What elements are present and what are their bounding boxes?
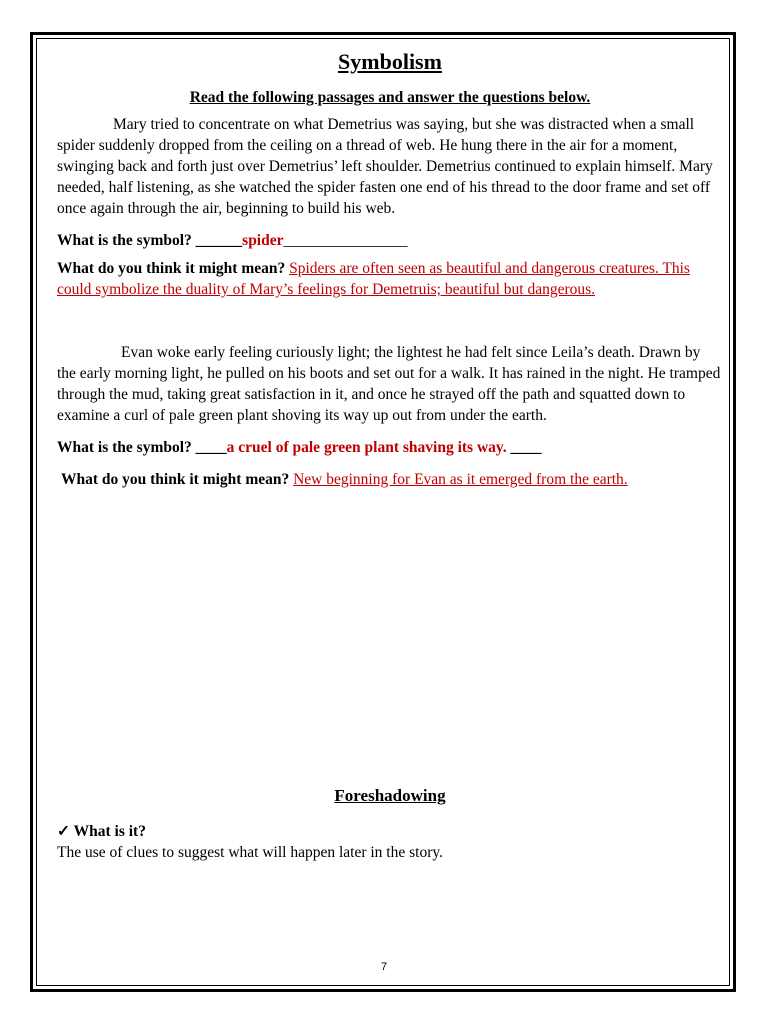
symbol-answer-2: a cruel of pale green plant shaving its way. [226,439,507,456]
instructions: Read the following passages and answer the questions below. [189,89,591,106]
answer-blank: ____ [506,439,542,456]
answer-blank: ____ [191,439,227,456]
symbol-answer-1: spider [242,232,284,249]
passage-2 [57,342,723,426]
question-meaning-2 [57,469,723,490]
meaning-question-label: What do you think it might mean? [57,260,286,277]
answer-blank: ________________ [283,232,408,249]
foreshadowing-question [57,821,723,842]
symbol-question-label: What is the symbol? [57,439,192,456]
meaning-answer-1: Spiders are often seen as beautiful and dangerous creatures. This could symbolize the duality of Mary’s feelings for Demetruis; beautiful but dangerous. [57,260,690,298]
worksheet-content [57,48,723,863]
passage-1-text: Mary tried to concentrate on what Demetrius was saying, but she was distracted when a small spider suddenly dropped from the ceiling on a thread of web. He hung there in the air for a moment, swinging back and forth just over Demetrius’ left shoulder. Demetrius continued to explain himself. Mary needed, half listening, as she watched the spider fasten one end of his thread to the door frame and set off once again through the air, beginning to build his web. [57,116,713,217]
foreshadowing-question-label: What is it? [73,823,146,840]
passage-1 [57,114,723,219]
answer-blank: ______ [191,232,243,249]
foreshadowing-definition: The use of clues to suggest what will happen later in the story. [57,844,443,861]
checkmark-icon: ✓ [57,823,70,840]
section-heading-foreshadowing: Foreshadowing [334,786,446,805]
page-number: 7 [380,961,388,973]
passage-2-text: Evan woke early feeling curiously light; the lightest he had felt since Leila’s death. Drawn by the early morning light, he pulled on his boots and set out for a walk. It has rained in the night. He tramped through the mud, taking great satisfaction in it, and once he strayed off the path and squatted down to examine a curl of pale green plant shoving its way up out from under the earth. [57,344,721,424]
meaning-answer-2: New beginning for Evan as it emerged from the earth. [293,471,628,488]
symbol-question-label: What is the symbol? [57,232,192,249]
meaning-question-label: What do you think it might mean? [61,471,290,488]
question-meaning-1 [57,258,723,300]
question-symbol-1 [57,230,723,251]
question-symbol-2 [57,437,723,458]
page-title: Symbolism [338,49,442,74]
